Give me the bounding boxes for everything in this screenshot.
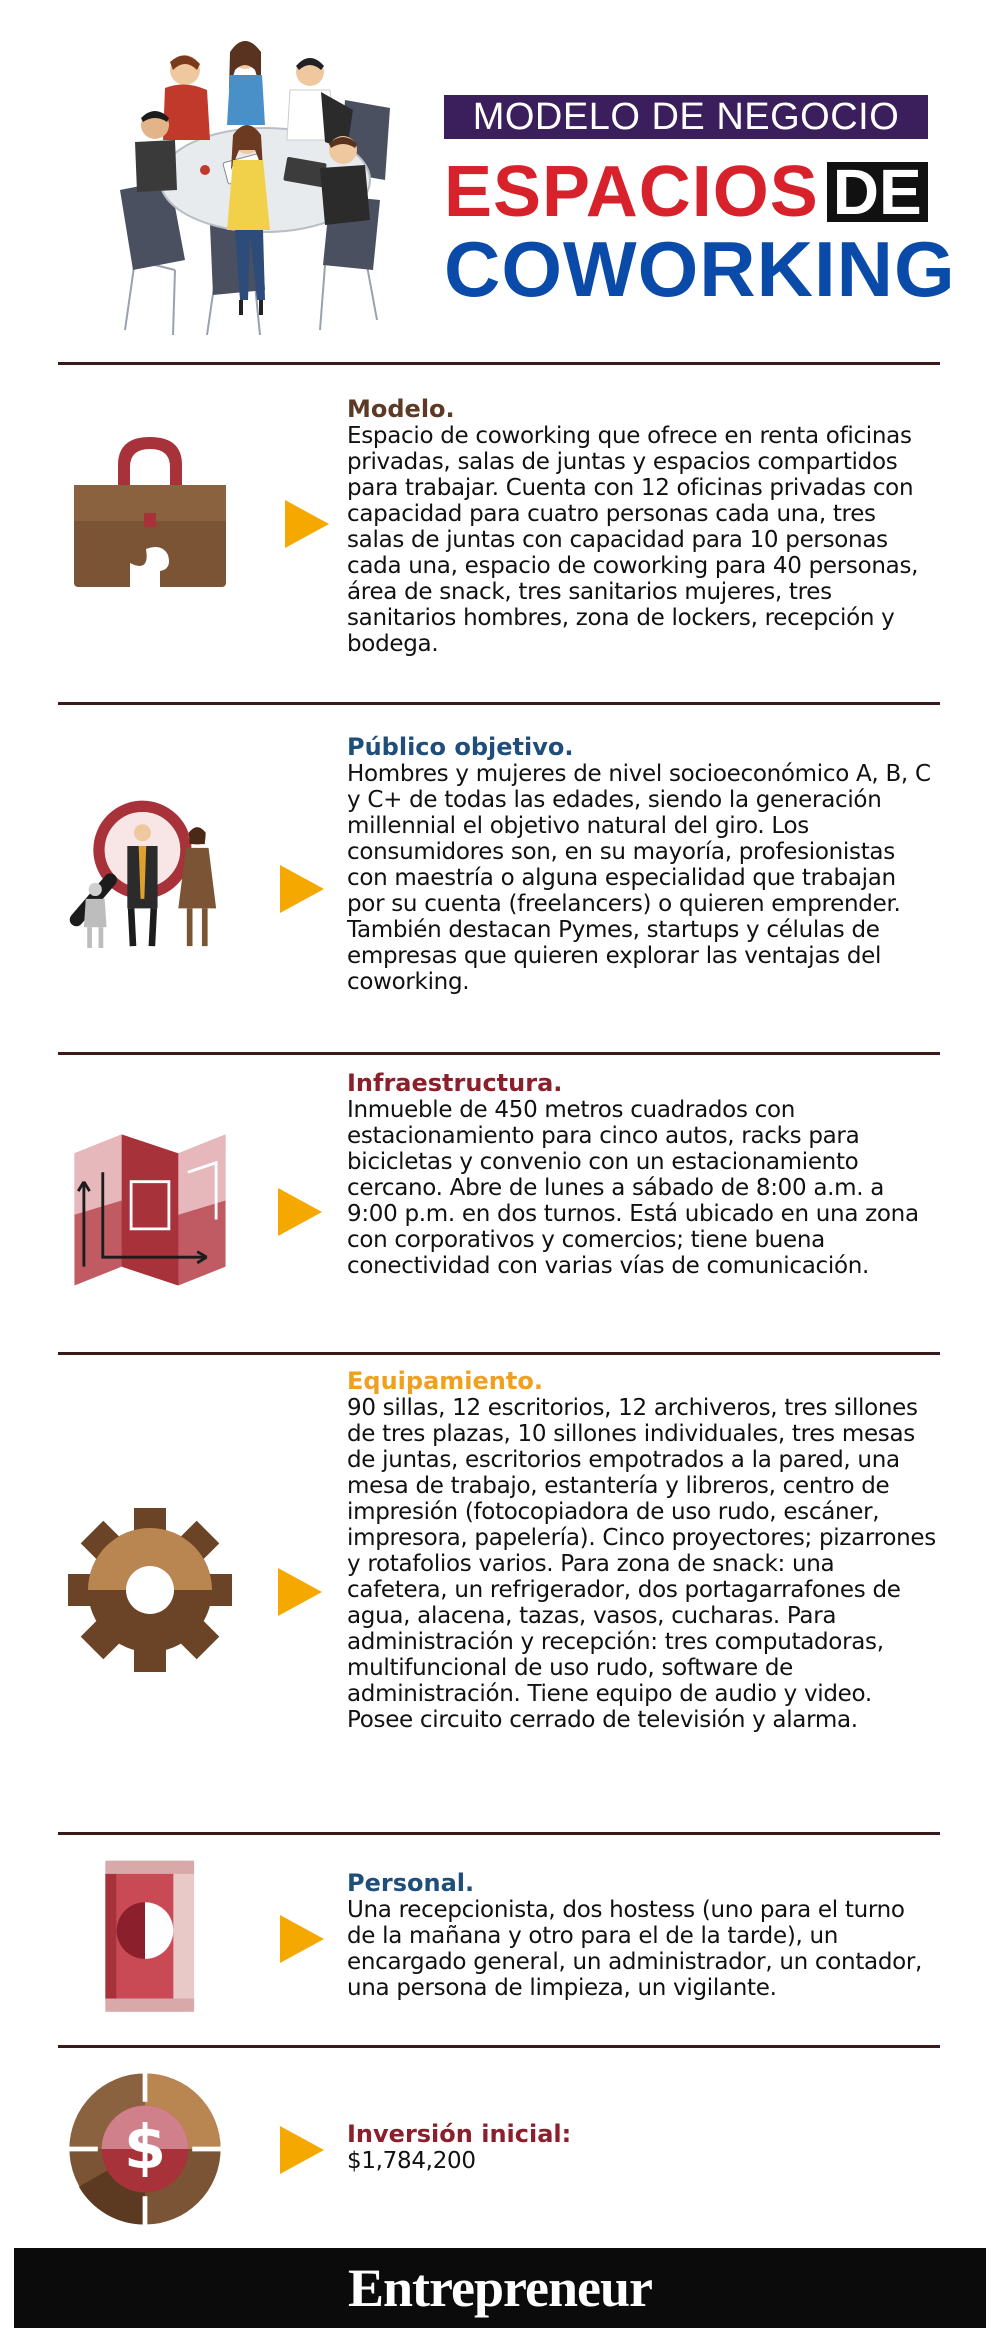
dollar-coin-icon: [60, 2064, 230, 2234]
id-card-icon: [60, 1855, 230, 2025]
title-line-one: [444, 152, 928, 232]
section-text: [347, 2120, 937, 2174]
section-heading: Personal.: [347, 1869, 475, 1897]
section-infraestructura: [0, 1055, 1000, 1352]
section-inversion: [0, 2048, 1000, 2243]
section-text: [347, 1069, 937, 1279]
svg-text:$: $: [123, 2112, 167, 2183]
section-text: [347, 733, 937, 995]
section-heading: Inversión inicial:: [347, 2120, 572, 2148]
arrow-icon: [278, 1568, 322, 1616]
section-heading: Modelo.: [347, 395, 455, 423]
section-body: 90 sillas, 12 escritorios, 12 archiveros, tres sillones de tres plazas, 10 sillones individuales, tres mesas de juntas, escritorios empotrados a la pared, una mesa de trabajo, estantería y libreros, centro de impresión (fotocopiadora de uso rudo, escáner, impresora, papelería). Cinco proyectores; pizarrones y rotafolios varios. Para zona de snack: una cafetera, un refrigerador, dos portagarrafones de agua, alacena, tazas, vasos, cucharas. Para administración y recepción: tres computadoras, multifuncional de uso rudo, software de administración. Tiene equipo de audio y video. Posee circuito cerrado de televisión y alarma.: [347, 1395, 936, 1733]
section-body: Una recepcionista, dos hostess (uno para el turno de la mañana y otro para el de la tarde), un encargado general, un administrador, un contador, una persona de limpieza, un vigilante.: [347, 1897, 923, 2001]
arrow-icon: [280, 1915, 324, 1963]
magnifier-people-icon: [60, 795, 240, 965]
section-body: Hombres y mujeres de nivel socioeconómico A, B, C y C+ de todas las edades, siendo la generación millennial el objetivo natural del giro. Los consumidores son, en su mayoría, profesionistas con maestría o alguna especialidad que trabajan por su cuenta (freelancers) o quieren emprender. También destacan Pymes, startups y células de empresas que quieren explorar las ventajas del coworking.: [347, 761, 931, 995]
section-heading: Infraestructura.: [347, 1069, 563, 1097]
briefcase-puzzle-icon: [60, 425, 240, 605]
brand-footer: Entrepreneur: [14, 2248, 986, 2328]
section-text: [347, 1367, 937, 1733]
section-equipamiento: [0, 1355, 1000, 1832]
section-personal: [0, 1835, 1000, 2045]
section-publico-objetivo: [0, 705, 1000, 1052]
section-body: Espacio de coworking que ofrece en renta oficinas privadas, salas de juntas y espacios compartidos para trabajar. Cuenta con 12 oficinas privadas con capacidad para cuatro personas cada una, tres salas de juntas con capacidad para 10 personas cada una, espacio de coworking para 40 personas, área de snack, tres sanitarios mujeres, tres sanitarios hombres, zona de lockers, recepción y bodega.: [347, 423, 919, 657]
arrow-icon: [280, 865, 324, 913]
section-body: Inmueble de 450 metros cuadrados con estacionamiento para cinco autos, racks para bicicletas y convenio con un estacionamiento cercano. Abre de lunes a sábado de 8:00 a.m. a 9:00 p.m. en dos turnos. Está ubicado en una zona con corporativos y comercios; tiene buena conectividad con varias vías de comunicación.: [347, 1097, 919, 1279]
arrow-icon: [280, 2126, 324, 2174]
floor-plan-icon: [60, 1125, 240, 1295]
gear-icon: [60, 1500, 240, 1680]
section-text: [347, 1869, 937, 2001]
title-de: DE: [827, 162, 928, 222]
title-espacios: ESPACIOS: [444, 152, 819, 232]
title-coworking: COWORKING: [444, 225, 956, 313]
section-modelo: [0, 365, 1000, 702]
section-heading: Público objetivo.: [347, 733, 574, 761]
investment-amount: $1,784,200: [347, 2148, 476, 2174]
arrow-icon: [285, 500, 329, 548]
arrow-icon: [278, 1188, 322, 1236]
infographic-header: [0, 0, 1000, 350]
subtitle-banner: MODELO DE NEGOCIO: [444, 95, 928, 139]
meeting-illustration: [115, 30, 415, 340]
section-text: [347, 395, 937, 657]
section-heading: Equipamiento.: [347, 1367, 543, 1395]
